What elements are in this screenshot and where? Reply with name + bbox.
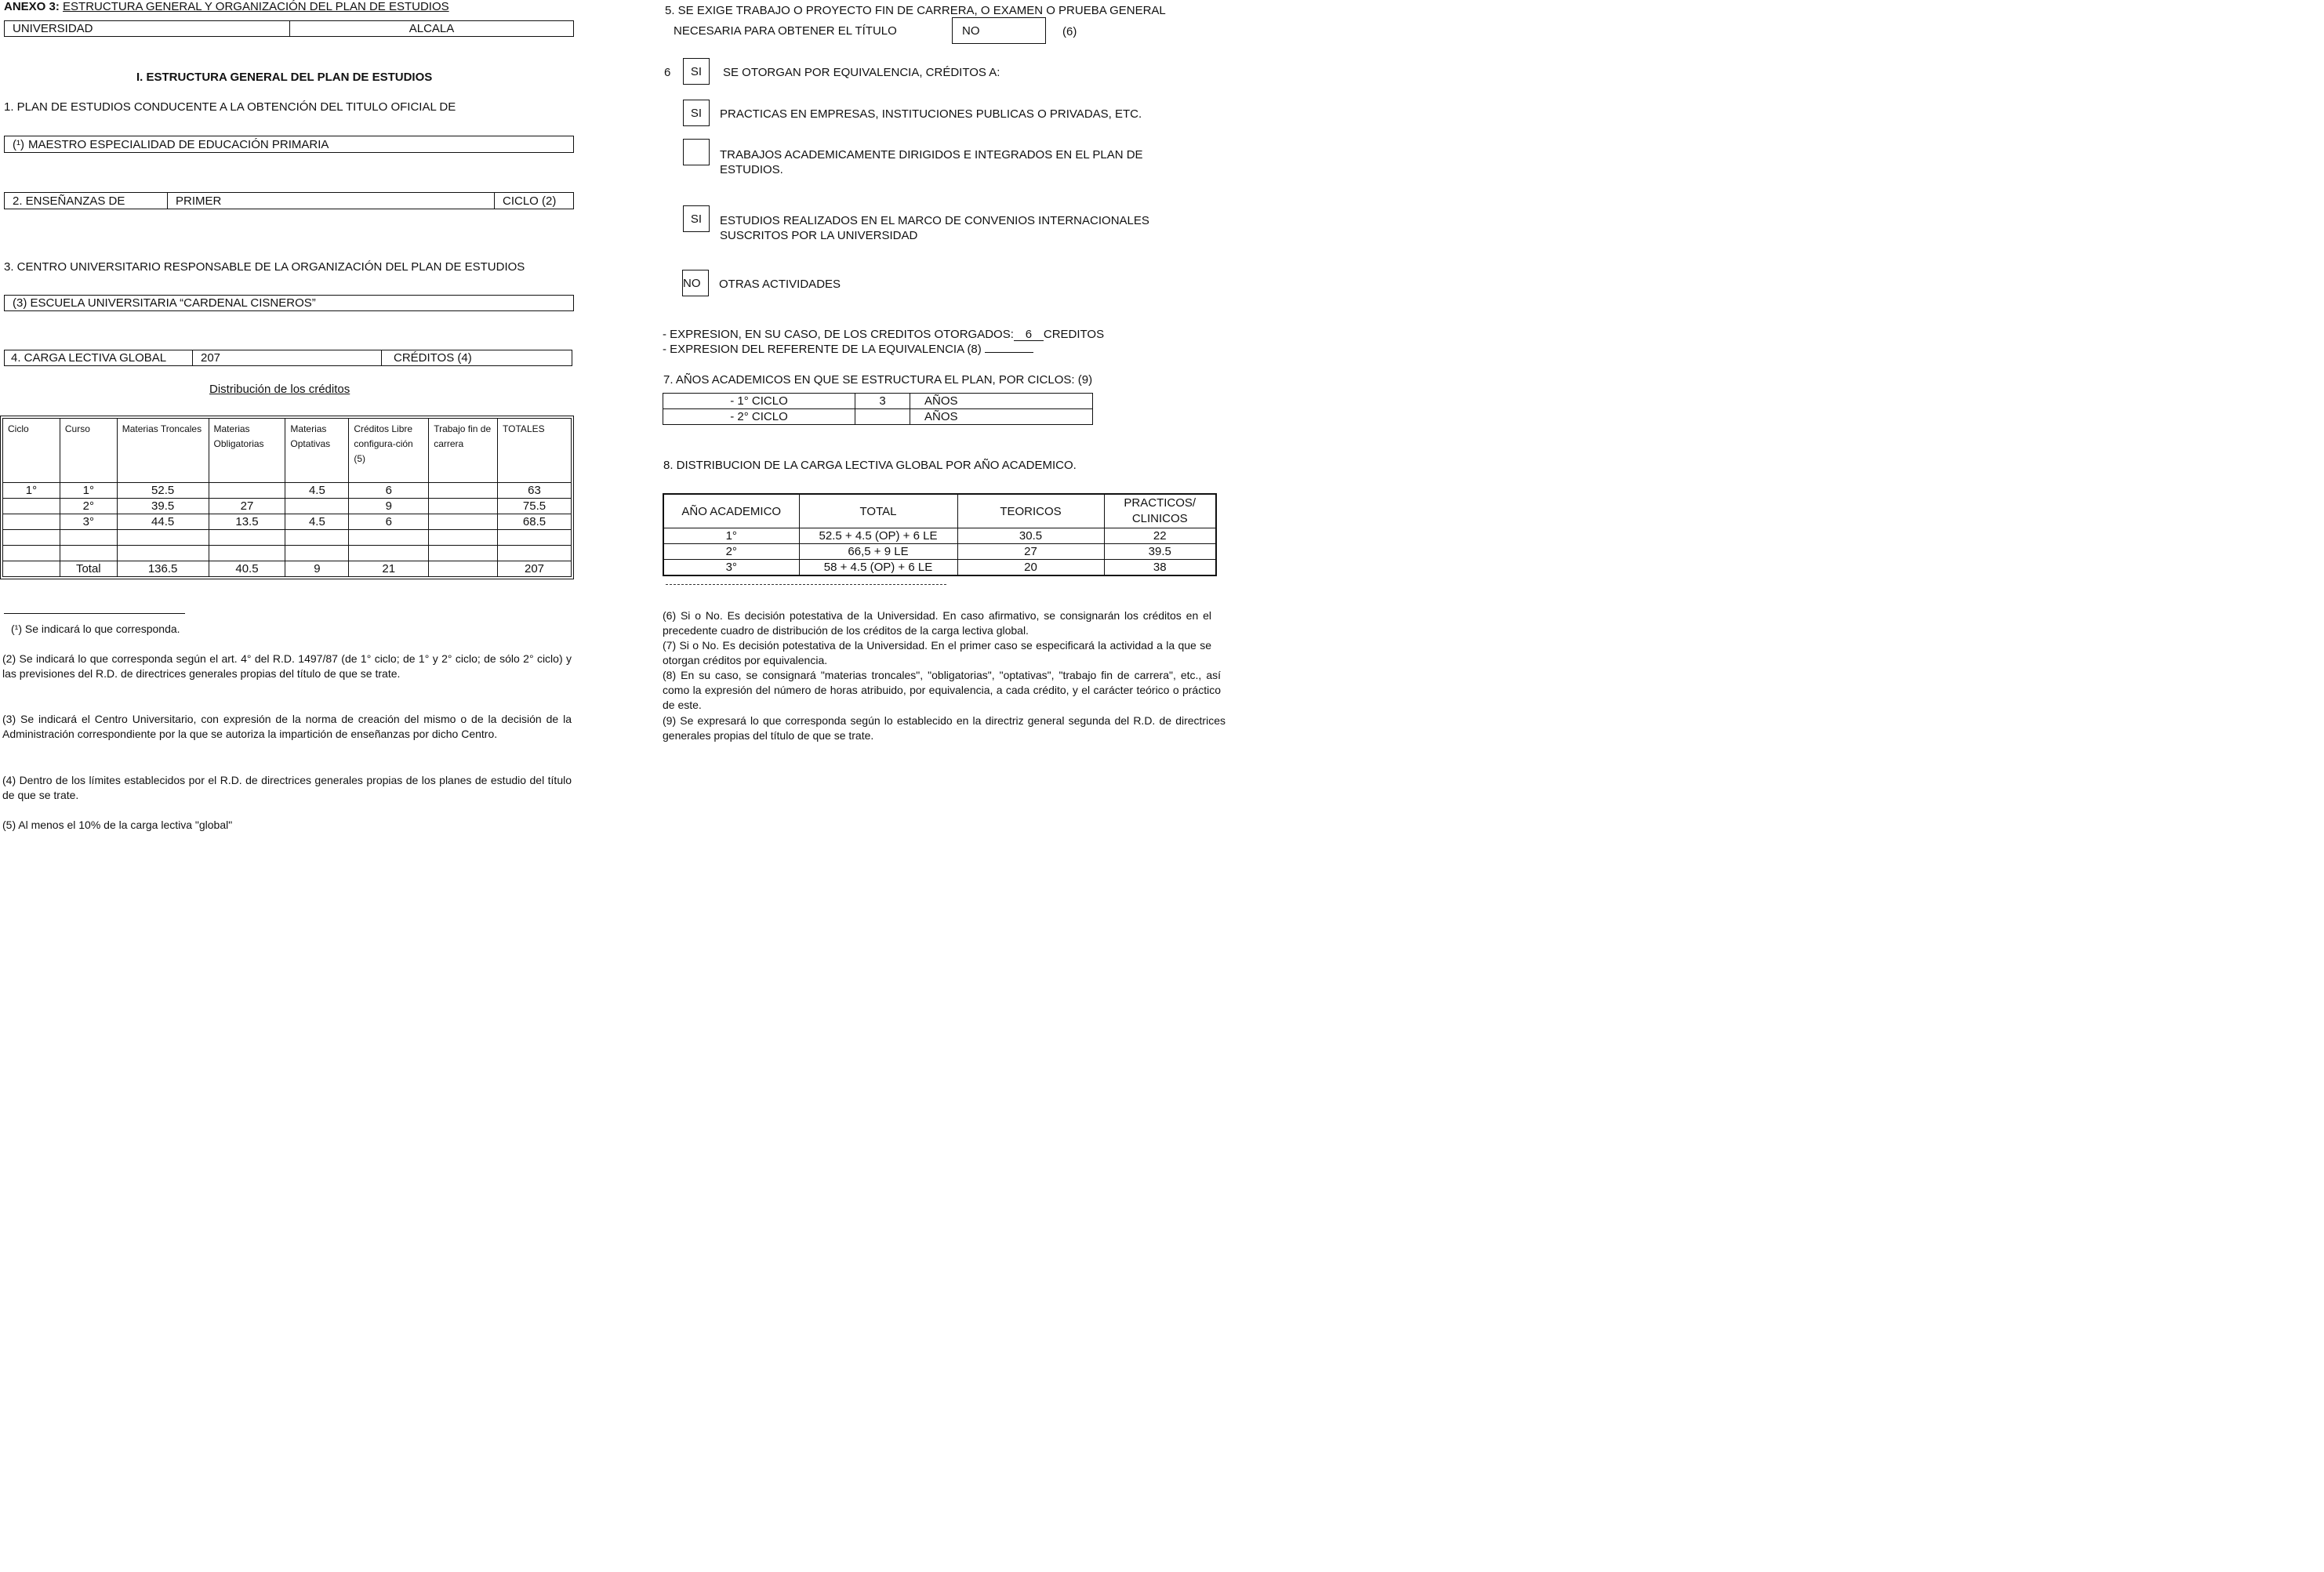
- referente-blank: [985, 343, 1033, 353]
- distribution-title: Distribución de los créditos: [209, 383, 350, 396]
- academic-cell-practicos: 38: [1104, 560, 1216, 576]
- note-1: (¹) Se indicará lo que corresponda.: [11, 623, 180, 635]
- titulo-field: [4, 136, 574, 153]
- cell-curso: Total: [60, 561, 117, 577]
- cell-ciclo: [3, 561, 60, 577]
- annex-label: ANEXO 3:: [4, 0, 60, 13]
- cell-troncales: [117, 530, 209, 546]
- item6-number: 6: [664, 66, 671, 79]
- centro-value: (3) ESCUELA UNIVERSITARIA “CARDENAL CISNEROS”: [13, 296, 316, 310]
- ensenanzas-value: PRIMER: [167, 193, 221, 209]
- note-8: (8) En su caso, se consignará "materias troncales", "obligatorias", "optativas", "trabajo fin de carrera", etc., así como la expresión del número de horas atribuido, por equivalencia, a cada crédito, y el carácter teórico o práctico de este.: [663, 669, 1221, 711]
- academic-header-total: TOTAL: [799, 494, 957, 528]
- cell-obligatorias: [209, 530, 285, 546]
- academic-cell-teoricos: 27: [957, 544, 1104, 560]
- option-practicas-checkbox: [683, 100, 710, 126]
- item5-ref: (6): [1062, 25, 1077, 38]
- academic-cell-total: 66,5 + 9 LE: [799, 544, 957, 560]
- note-9: (9) Se expresará lo que corresponda según lo establecido en la directriz general segunda del R.D. de directrices generales propias del título de que se trate.: [663, 714, 1226, 742]
- cell-trabajo: [429, 561, 498, 577]
- cell-trabajo: [429, 483, 498, 499]
- distribution-row: [3, 514, 572, 530]
- cell-troncales: 136.5: [117, 561, 209, 577]
- cell-totales: [498, 530, 572, 546]
- academic-header-practicos: PRACTICOS/ CLINICOS: [1104, 494, 1216, 528]
- item5-value: NO: [962, 24, 980, 38]
- academic-cell-total: 52.5 + 4.5 (OP) + 6 LE: [799, 528, 957, 544]
- cell-ciclo: [3, 546, 60, 561]
- cell-troncales: [117, 546, 209, 561]
- titulo-note-ref: (¹): [13, 137, 24, 151]
- option-practicas-value: SI: [690, 106, 703, 120]
- referente-text: - EXPRESION DEL REFERENTE DE LA EQUIVALENCIA (8): [663, 343, 982, 356]
- option-otras-text: OTRAS ACTIVIDADES: [719, 278, 841, 291]
- header-troncales: Materias Troncales: [117, 419, 209, 483]
- annex-title: ESTRUCTURA GENERAL Y ORGANIZACIÓN DEL PLAN DE ESTUDIOS: [63, 0, 449, 13]
- footnote-rule: [4, 613, 185, 614]
- cell-libre: 6: [349, 514, 429, 530]
- cell-curso: 3°: [60, 514, 117, 530]
- cell-optativas: 4.5: [285, 483, 349, 499]
- cell-troncales: 39.5: [117, 499, 209, 514]
- referente-line: [663, 343, 1033, 356]
- dashed-rule: [666, 584, 946, 585]
- academic-header-teoricos: TEORICOS: [957, 494, 1104, 528]
- carga-label: 4. CARGA LECTIVA GLOBAL: [11, 351, 167, 365]
- academic-header-row: [663, 494, 1216, 528]
- cell-libre: [349, 546, 429, 561]
- header-trabajo: Trabajo fin de carrera: [429, 419, 498, 483]
- cell-libre: 6: [349, 483, 429, 499]
- cell-obligatorias: 13.5: [209, 514, 285, 530]
- item3-text: 3. CENTRO UNIVERSITARIO RESPONSABLE DE LA ORGANIZACIÓN DEL PLAN DE ESTUDIOS: [4, 260, 525, 274]
- item1-text: 1. PLAN DE ESTUDIOS CONDUCENTE A LA OBTENCIÓN DEL TITULO OFICIAL DE: [4, 100, 456, 114]
- distribution-row: [3, 561, 572, 577]
- carga-field: [4, 350, 572, 366]
- distribution-row: [3, 483, 572, 499]
- creditos-prefix: - EXPRESION, EN SU CASO, DE LOS CREDITOS OTORGADOS:: [663, 328, 1014, 341]
- cell-libre: [349, 530, 429, 546]
- titulo-value: MAESTRO ESPECIALIDAD DE EDUCACIÓN PRIMARIA: [28, 137, 329, 151]
- cell-obligatorias: [209, 546, 285, 561]
- note-6: (6) Si o No. Es decisión potestativa de la Universidad. En caso afirmativo, se consignarán los créditos en el precedente cuadro de distribución de los créditos de la carga lectiva global.: [663, 609, 1211, 637]
- academic-cell-practicos: 22: [1104, 528, 1216, 544]
- academic-cell-teoricos: 20: [957, 560, 1104, 576]
- cell-totales: 207: [498, 561, 572, 577]
- item6-text: SE OTORGAN POR EQUIVALENCIA, CRÉDITOS A:: [723, 66, 1000, 79]
- option-trabajos-checkbox: [683, 139, 710, 165]
- academic-cell-ano: 2°: [663, 544, 799, 560]
- cell-ciclo: [3, 530, 60, 546]
- item5-line1: 5. SE EXIGE TRABAJO O PROYECTO FIN DE CARRERA, O EXAMEN O PRUEBA GENERAL: [665, 4, 1166, 17]
- cell-curso: 1°: [60, 483, 117, 499]
- ciclo-unit: AÑOS: [910, 409, 1093, 425]
- option-trabajos-text: TRABAJOS ACADEMICAMENTE DIRIGIDOS E INTEGRADOS EN EL PLAN DE ESTUDIOS.: [720, 148, 1143, 176]
- ciclo-label: - 2° CICLO: [663, 409, 855, 425]
- academic-row: [663, 560, 1216, 576]
- cell-totales: [498, 546, 572, 561]
- cell-trabajo: [429, 530, 498, 546]
- header-libre: Créditos Libre configura-ción (5): [349, 419, 429, 483]
- option-otras-checkbox: [682, 270, 709, 296]
- cell-totales: 63: [498, 483, 572, 499]
- option-convenios-checkbox: [683, 205, 710, 232]
- option-otras-value: NO: [683, 276, 701, 290]
- cell-optativas: [285, 546, 349, 561]
- option-convenios-value: SI: [690, 212, 703, 226]
- cell-totales: 68.5: [498, 514, 572, 530]
- note-3: (3) Se indicará el Centro Universitario, con expresión de la norma de creación del mismo o de la decisión de la Administración correspondiente por la que se autoriza la impartición de enseñanzas por dicho Centro.: [2, 713, 572, 740]
- academic-row: [663, 544, 1216, 560]
- creditos-suffix: CREDITOS: [1043, 328, 1105, 341]
- distribution-table: [2, 418, 572, 577]
- cell-obligatorias: 40.5: [209, 561, 285, 577]
- cell-curso: 2°: [60, 499, 117, 514]
- note-7: (7) Si o No. Es decisión potestativa de la Universidad. En el primer caso se especificará la actividad a la que se otorgan créditos por equivalencia.: [663, 639, 1211, 666]
- section-title: I. ESTRUCTURA GENERAL DEL PLAN DE ESTUDIOS: [136, 71, 433, 84]
- academic-cell-ano: 3°: [663, 560, 799, 576]
- distribution-header-row: [3, 419, 572, 483]
- carga-suffix: CRÉDITOS (4): [381, 350, 472, 365]
- academic-row: [663, 528, 1216, 544]
- item7-text: 7. AÑOS ACADEMICOS EN QUE SE ESTRUCTURA EL PLAN, POR CICLOS: (9): [663, 373, 1093, 387]
- universidad-label: UNIVERSIDAD: [13, 22, 93, 35]
- cell-troncales: 44.5: [117, 514, 209, 530]
- header-ciclo: Ciclo: [3, 419, 60, 483]
- note-2: (2) Se indicará lo que corresponda según el art. 4° del R.D. 1497/87 (de 1° ciclo; de 1° y 2° ciclo; de sólo 2° ciclo) y las previsiones del R.D. de directrices generales propias del título de que se trate.: [2, 652, 572, 680]
- distribution-row: [3, 499, 572, 514]
- ensenanzas-suffix: CICLO (2): [494, 193, 556, 209]
- academic-cell-teoricos: 30.5: [957, 528, 1104, 544]
- header-obligatorias: Materias Obligatorias: [209, 419, 285, 483]
- item5-value-box: [952, 17, 1046, 44]
- cell-trabajo: [429, 499, 498, 514]
- ensenanzas-field: [4, 192, 574, 209]
- option-convenios-text: ESTUDIOS REALIZADOS EN EL MARCO DE CONVENIOS INTERNACIONALES SUSCRITOS POR LA UNIVERSIDAD: [720, 214, 1149, 242]
- note-5: (5) Al menos el 10% de la carga lectiva "global": [2, 819, 233, 831]
- cell-libre: 9: [349, 499, 429, 514]
- ciclo-label: - 1° CICLO: [663, 394, 855, 409]
- cell-obligatorias: 27: [209, 499, 285, 514]
- header-totales: TOTALES: [498, 419, 572, 483]
- academic-header-ano: AÑO ACADEMICO: [663, 494, 799, 528]
- ciclo-years: 3: [855, 394, 910, 409]
- cell-totales: 75.5: [498, 499, 572, 514]
- academic-year-table: [663, 493, 1217, 576]
- header-curso: Curso: [60, 419, 117, 483]
- cell-troncales: 52.5: [117, 483, 209, 499]
- item8-text: 8. DISTRIBUCION DE LA CARGA LECTIVA GLOBAL POR AÑO ACADEMICO.: [663, 459, 1077, 472]
- option-practicas-text: PRACTICAS EN EMPRESAS, INSTITUCIONES PUBLICAS O PRIVADAS, ETC.: [720, 107, 1142, 121]
- cell-ciclo: 1°: [3, 483, 60, 499]
- cell-optativas: [285, 530, 349, 546]
- carga-value: 207: [192, 350, 220, 365]
- header-optativas: Materias Optativas: [285, 419, 349, 483]
- item6-value: SI: [690, 64, 703, 78]
- annex-header: [4, 0, 449, 13]
- cell-curso: [60, 546, 117, 561]
- distribution-row: [3, 530, 572, 546]
- academic-cell-practicos: 39.5: [1104, 544, 1216, 560]
- cell-libre: 21: [349, 561, 429, 577]
- cell-ciclo: [3, 499, 60, 514]
- ciclo-unit: AÑOS: [910, 394, 1093, 409]
- cell-optativas: 4.5: [285, 514, 349, 530]
- cell-obligatorias: [209, 483, 285, 499]
- ciclo-years: [855, 409, 910, 425]
- centro-field: [4, 295, 574, 311]
- cell-ciclo: [3, 514, 60, 530]
- universidad-value: ALCALA: [289, 21, 573, 36]
- ensenanzas-label: 2. ENSEÑANZAS DE: [13, 194, 125, 208]
- item6-checkbox: [683, 58, 710, 85]
- ciclos-table: [663, 393, 1093, 425]
- cell-optativas: 9: [285, 561, 349, 577]
- cell-trabajo: [429, 546, 498, 561]
- cell-optativas: [285, 499, 349, 514]
- cell-trabajo: [429, 514, 498, 530]
- note-4: (4) Dentro de los límites establecidos por el R.D. de directrices generales propias de los planes de estudio del título de que se trate.: [2, 774, 572, 801]
- academic-cell-ano: 1°: [663, 528, 799, 544]
- cell-curso: [60, 530, 117, 546]
- ciclo-row: [663, 394, 1093, 409]
- creditos-line: [663, 328, 1104, 341]
- academic-cell-total: 58 + 4.5 (OP) + 6 LE: [799, 560, 957, 576]
- item5-line2: NECESARIA PARA OBTENER EL TÍTULO: [674, 24, 897, 38]
- ciclo-row: [663, 409, 1093, 425]
- creditos-value: 6: [1014, 329, 1044, 341]
- distribution-row: [3, 546, 572, 561]
- universidad-field: [4, 20, 574, 37]
